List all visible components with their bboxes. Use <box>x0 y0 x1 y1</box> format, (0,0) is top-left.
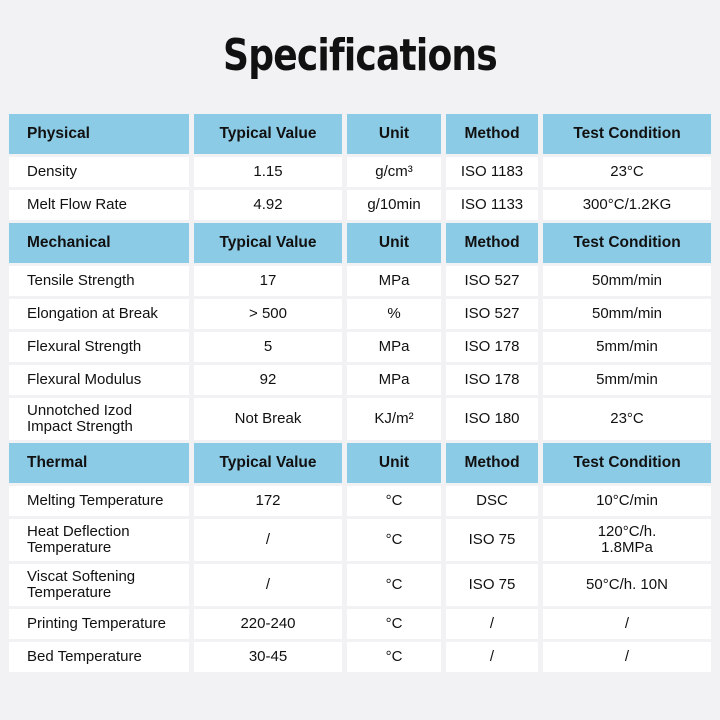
cell-unit: °C <box>347 486 441 516</box>
cell-test-condition: 300°C/1.2KG <box>543 190 711 220</box>
cell-method: / <box>446 642 538 672</box>
section-header-method: Method <box>446 443 538 483</box>
cell-method: ISO 1183 <box>446 157 538 187</box>
cell-unit: °C <box>347 519 441 561</box>
cell-typical-value: / <box>194 519 342 561</box>
cell-method: DSC <box>446 486 538 516</box>
cell-property: Tensile Strength <box>9 266 189 296</box>
cell-test-condition: / <box>543 642 711 672</box>
cell-typical-value: 172 <box>194 486 342 516</box>
cell-property: Viscat Softening Temperature <box>9 564 189 606</box>
cell-typical-value: / <box>194 564 342 606</box>
section-header-property: Physical <box>9 114 189 154</box>
section-header-typical-value: Typical Value <box>194 443 342 483</box>
cell-method: ISO 1133 <box>446 190 538 220</box>
cell-typical-value: 4.92 <box>194 190 342 220</box>
section-header-test-condition: Test Condition <box>543 114 711 154</box>
cell-unit: % <box>347 299 441 329</box>
cell-unit: °C <box>347 642 441 672</box>
cell-test-condition: 5mm/min <box>543 365 711 395</box>
cell-unit: KJ/m² <box>347 398 441 440</box>
cell-unit: g/10min <box>347 190 441 220</box>
cell-unit: g/cm³ <box>347 157 441 187</box>
section-header-property: Mechanical <box>9 223 189 263</box>
cell-test-condition: 23°C <box>543 398 711 440</box>
cell-unit: MPa <box>347 365 441 395</box>
cell-typical-value: 17 <box>194 266 342 296</box>
cell-test-condition: 5mm/min <box>543 332 711 362</box>
cell-method: ISO 527 <box>446 266 538 296</box>
section-header-unit: Unit <box>347 223 441 263</box>
cell-method: ISO 527 <box>446 299 538 329</box>
section-header-unit: Unit <box>347 114 441 154</box>
section-header-method: Method <box>446 114 538 154</box>
cell-property: Melting Temperature <box>9 486 189 516</box>
section-header-test-condition: Test Condition <box>543 443 711 483</box>
section-header-method: Method <box>446 223 538 263</box>
page-title: Specifications <box>223 30 497 81</box>
cell-property: Printing Temperature <box>9 609 189 639</box>
cell-property: Density <box>9 157 189 187</box>
cell-unit: MPa <box>347 332 441 362</box>
cell-typical-value: > 500 <box>194 299 342 329</box>
section-header-unit: Unit <box>347 443 441 483</box>
cell-typical-value: 92 <box>194 365 342 395</box>
cell-property: Heat Deflection Temperature <box>9 519 189 561</box>
cell-method: ISO 178 <box>446 365 538 395</box>
cell-typical-value: 5 <box>194 332 342 362</box>
section-header-test-condition: Test Condition <box>543 223 711 263</box>
cell-method: / <box>446 609 538 639</box>
cell-typical-value: 1.15 <box>194 157 342 187</box>
cell-property: Flexural Strength <box>9 332 189 362</box>
cell-property: Bed Temperature <box>9 642 189 672</box>
cell-method: ISO 180 <box>446 398 538 440</box>
specifications-table <box>9 114 711 692</box>
cell-unit: °C <box>347 609 441 639</box>
cell-typical-value: Not Break <box>194 398 342 440</box>
cell-property: Melt Flow Rate <box>9 190 189 220</box>
cell-test-condition: 10°C/min <box>543 486 711 516</box>
cell-test-condition: 120°C/h. 1.8MPa <box>543 519 711 561</box>
cell-test-condition: 50mm/min <box>543 266 711 296</box>
cell-property: Elongation at Break <box>9 299 189 329</box>
cell-property: Unnotched Izod Impact Strength <box>9 398 189 440</box>
cell-typical-value: 30-45 <box>194 642 342 672</box>
cell-unit: MPa <box>347 266 441 296</box>
cell-test-condition: 50mm/min <box>543 299 711 329</box>
cell-test-condition: / <box>543 609 711 639</box>
cell-test-condition: 23°C <box>543 157 711 187</box>
cell-method: ISO 75 <box>446 564 538 606</box>
cell-test-condition: 50°C/h. 10N <box>543 564 711 606</box>
section-header-typical-value: Typical Value <box>194 223 342 263</box>
cell-typical-value: 220-240 <box>194 609 342 639</box>
cell-method: ISO 75 <box>446 519 538 561</box>
section-header-property: Thermal <box>9 443 189 483</box>
section-header-typical-value: Typical Value <box>194 114 342 154</box>
cell-unit: °C <box>347 564 441 606</box>
cell-property: Flexural Modulus <box>9 365 189 395</box>
cell-method: ISO 178 <box>446 332 538 362</box>
